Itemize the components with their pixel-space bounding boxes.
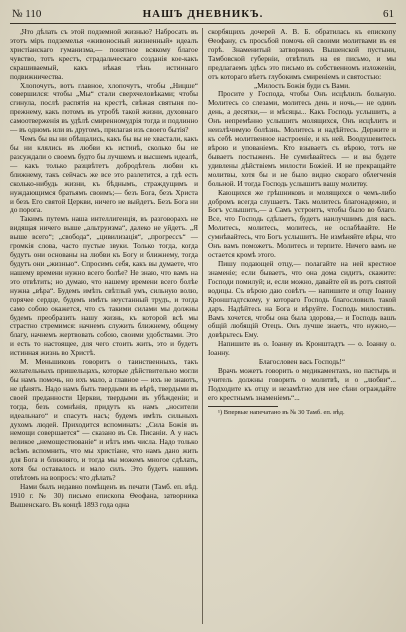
left-paragraph: „Что дѣлать съ этой подземной жизнью? Набросать въ этотъ міръ подземелья «живоносный жизненный» идеалъ христіанскаго гуманизма,— понятное всякому благое чувство, тотъ крестъ, страдальческаго созданія кое-какъ скрашиваемый, какъ нѣкая тѣнь истиннаго подвижничества.: [10, 28, 198, 81]
right-paragraph: Просите у Господа, чтобы Онъ исцѣлилъ больную. Молитесь со слезами, молитесь день и ночь,— не одинъ день, а десятки,— и мѣсяцы... Какъ Господь услышитъ, а Онъ непремѣнно услышитъ молящихся, Онъ исцѣлитъ и неизлѣчимую болѣзнь. Молитесь и надѣйтесь. Держите и къ себѣ молитвенное настроеніе, и къ ней. Воодушевитесь вѣрою и упованіемъ. Кто взываетъ съ вѣрою, тотъ не бываетъ постыженъ. Не сумнѣвайтесь — и вы будете удивлены дѣйствіемъ милости Божіей. И не прекращайте молитвы, хотя бы и не было видно скораго облегченія больной. И тогда Господь услышитъ вашу молитву.: [208, 89, 396, 188]
right-paragraph: Кающихся же грѣшниковъ и молящихся о чемъ-либо добромъ всегда слушаетъ. Такъ молитесь благонадежно, и Богъ услышитъ,— а Самъ устроитъ, чтобы было во благо. Все, что Господь сдѣлаетъ, будетъ наилучшимъ для васъ. Молитесь, молитесь, молитесь, не ослабѣвайте. Не сумнѣвайтесь, что Богъ услышитъ. Не измѣняйте вѣры, что Онъ вамъ поможетъ. Молитесь и терпите. Ничего вамъ не остается кромѣ этого.: [208, 187, 396, 260]
left-paragraph: Такимъ путемъ наша интеллигенція, въ разговорахъ не видящая ничего выше „альтруизма“, далеко не уйдетъ. „Я выше всего“; „свобода“, „цивилизація“, „прогрессъ“ — громкія слова, часто пустые звуки. Только тогда, когда будутъ они основаны на любви къ Богу и ближнему, тогда будутъ они „жизнью“. Спросимъ себя, какъ вы думаете, что нашему времени нужно всего болѣе? Не знаю, что вамъ на это отвѣтить; но думаю, что нашему времени всего болѣе нужна „вѣра“. Будемъ имѣть свѣтлый умъ, сильную волю, горячее сердце, будемъ имѣть неустанный трудъ, и тогда само собою окажется, что съ такими силами мы должны будемъ преобразить нашу жизнь, къ которой всѣ мы страстно стремимся: начнемъ служить ближнему, общему благу, начнемъ жертвовать собою, своими удобствами. Это и есть то настоящее, для чего стоить жить, это и будетъ истинная жизнь во Христѣ.: [10, 214, 198, 358]
left-column: [10, 28, 198, 624]
header-rule: [10, 23, 396, 24]
right-column: [208, 28, 396, 624]
left-paragraph: М. Меньшиковъ говоритъ о таинственныхъ, такъ желательныхъ пришельцахъ, которые дѣйствительно могли бы намъ помочь, но ихъ мало, а главное — ихъ не знаютъ, не цѣнятъ. Надо намъ быть твердыми въ вѣрѣ, твердыми въ своей преданности Церкви, твердыми въ убѣжденіи; и тогда, безъ сомнѣнія, придутъ къ намъ „носители идеальнаго“ и спасутъ насъ; будемъ имѣть сильныхъ духомъ людей. Приходится вспоминать: „Сила Божія въ немощи совершается“ — сказано въ Св. Писаніи. А у насъ великое „немоществованіе“ и нѣтъ имъ числа. Надо только всѣмъ вспомнить, что мы христіане, что намъ дано жить для Бога и ближняго, и тогда мы можемъ многое сдѣлать, хотя бы оставалось и мало силъ. Это будетъ нашимъ отвѣтомъ на вопросъ: что дѣлать?: [10, 357, 198, 483]
right-paragraph: Врачъ можетъ говорить о медикаментахъ, но пастырь и учитель должны говорить о молитвѣ, и о „любви“... Подходите къ отцу и незамѣтно для нее сѣни ограждайте его крестнымъ знаменіемъ“...: [208, 366, 396, 402]
left-paragraph: Хлопочутъ, вотъ главное, хлопочутъ, чтобы „Ницше“ совершился: чтобы „Мы“ стали сверхчеловѣками; чтобы сгинула, послѣ распятія на крестѣ, свѣжая святыня по-прежнему, какъ потомъ въ утробѣ такой жизни, духовнаго самоотверженія въ удѣлѣ смиренномудрія тогда и подлинно — въ одномъ или въ другомъ, прилагая изъ своего бытія?: [10, 80, 198, 135]
journal-title: НАШЪ ДНЕВНИКЪ.: [142, 8, 264, 20]
left-paragraph: Чемъ бы вы ни обѣщались, какъ бы вы не хвастали, какъ бы ни клялись въ любви къ истинѣ, сколько бы не разсуждали о своемъ будто бы лучшемъ и высшемъ идеалѣ,— какъ только разцвѣтетъ добродѣтель любви къ ближнему, такъ сейчасъ же все это разлетится, а гдѣ есть сколько-нибудь жизни, къ бѣднымъ, страждущимъ и нуждающимся братьямъ своимъ;— безъ Бога, безъ Христа и безъ Его святой Церкви, ничего не выйдетъ. Безъ Бога ни до порога.: [10, 134, 198, 215]
letter-closing: Благословен вась Господь!“: [258, 357, 346, 367]
footnote: ¹) Впервые напечатано въ № 30 Тамб. еп. вѣд.: [218, 408, 345, 416]
page-number: 61: [383, 8, 394, 20]
running-header: [12, 6, 394, 22]
left-paragraph: Нами былъ недавно помѣщенъ въ печати (Тамб. еп. вѣд. 1910 г. № 30) письмо епископа Ѳеофана, затворника Вышенскаго. Въ концѣ 1893 года одна: [10, 482, 198, 509]
right-paragraph: Пишу подающей отцу,— полагайте на ней крестное знаменіе; если бываетъ, что она дома сидитъ, скажите: Господи помилуй; и, если можно, давайте ей въ ротъ святой водицы. Съ вѣрою даю совѣтъ — напишите и отцу Іоанну Кронштадтскому, у котораго Господь благословилъ такой даръ. Надѣйтесь на Бога и вѣруйте. Господь милостивъ. Вамъ хочется, чтобы она была здорова,— и Господь вашъ общій любящій Отецъ. Онъ лучше знаетъ, что нужно,— довѣрьтесь Ему.: [208, 258, 396, 340]
column-divider: [202, 28, 203, 624]
footnote-rule: [208, 406, 278, 407]
right-paragraph: Напишите въ о. Іоанну въ Кронштадтъ — о. Іоанну о. Іоанну.: [208, 339, 396, 358]
right-paragraph: скорбящихъ дочерей А. В. Б. обратилась къ епископу Ѳеофану, съ просьбой помочь ей своими молитвами въ ея горѣ. Знаменитый затворникъ Вышенской пустыни, Тамбовской губерніи, отвѣтилъ на ея письмо, и мы предлагаемъ здѣсь это письмо въ собственномъ изложеніи, отъ котораго вѣетъ глубокимъ смиреніемъ и святостью:: [208, 28, 396, 81]
issue-number: № 110: [12, 8, 42, 20]
letter-salutation: „Милость Божія буди съ Вами.: [254, 80, 350, 90]
